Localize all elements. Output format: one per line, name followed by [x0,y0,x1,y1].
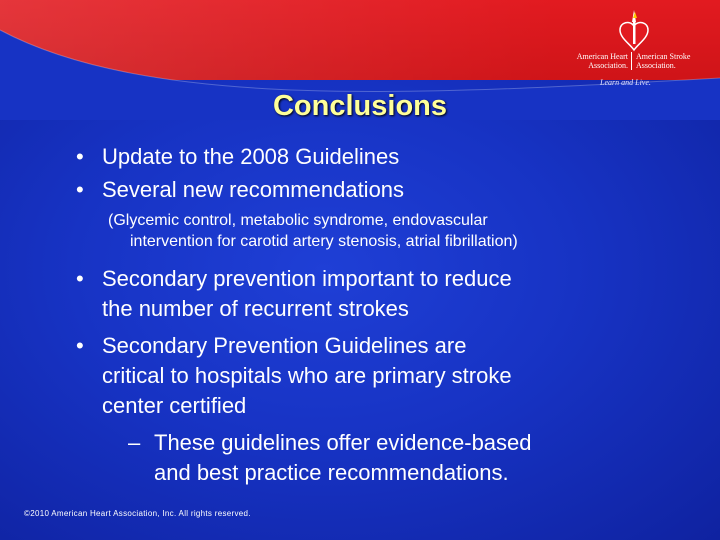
bullet-marker: • [76,266,84,291]
bullet-text: These guidelines offer evidence-based [154,430,532,455]
heart-torch-icon [560,8,710,52]
bullet-text: Secondary prevention important to reduce [102,266,512,291]
bullet-text: the number of recurrent strokes [102,296,409,321]
slide-title: Conclusions [272,90,447,122]
dash-marker: – [128,430,141,455]
subnote-line: intervention for carotid artery stenosis, atrial fibrillation) [130,233,518,250]
bullet-text: and best practice recommendations. [154,460,509,485]
bullet-marker: • [76,333,84,358]
bullet-text: Secondary Prevention Guidelines are [102,333,467,358]
org-name-heart: American Heart Association. [576,52,628,70]
recommendations-subnote [108,210,668,252]
bullet-marker: • [76,144,84,169]
bullet-marker: • [76,177,84,202]
copyright-footer: ©2010 American Heart Association, Inc. All rights reserved. [24,509,251,518]
org-name-stroke: American Stroke Association. [636,52,691,70]
bullet-text: Several new recommendations [102,177,405,202]
bullet-text: center certified [102,393,247,418]
aha-asa-logo [560,8,710,88]
bullet-text: Update to the 2008 Guidelines [102,144,400,169]
bullet-text: critical to hospitals who are primary stroke [102,363,512,388]
logo-divider [631,52,632,70]
logo-tagline: Learn and Live. [600,78,651,87]
subnote-line: (Glycemic control, metabolic syndrome, endovascular [108,212,488,229]
